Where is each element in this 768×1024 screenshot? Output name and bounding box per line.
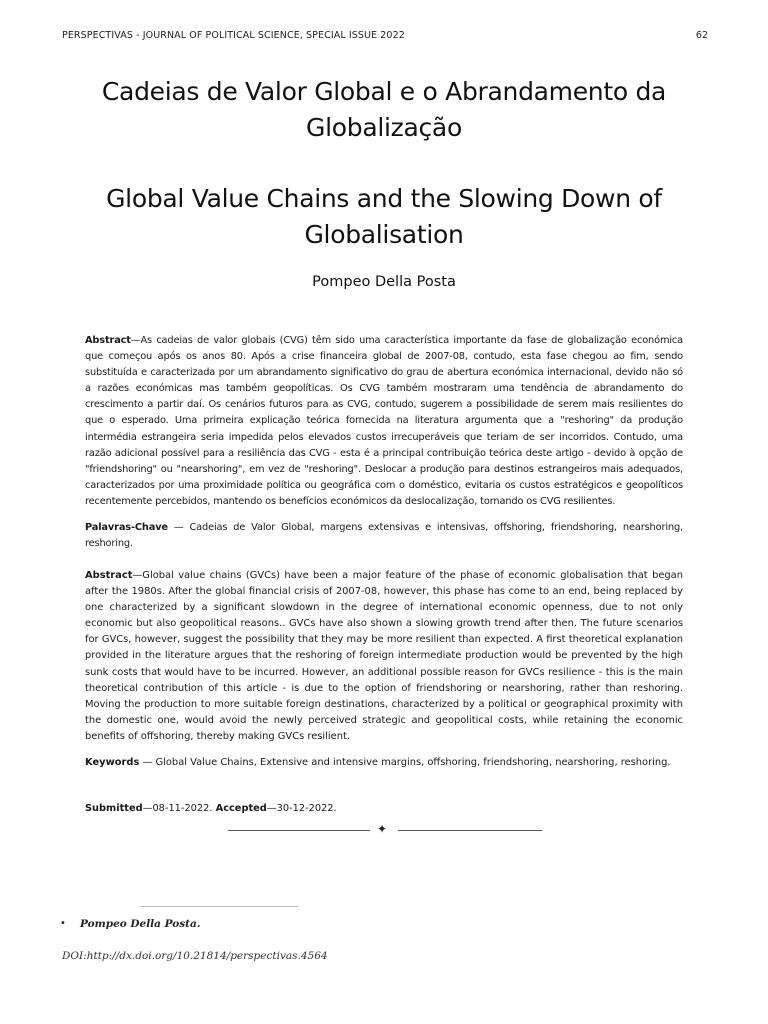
- accepted-label: Accepted: [215, 803, 267, 814]
- footnote-rule: [140, 906, 298, 907]
- divider-ornament-icon: ✦: [377, 822, 388, 836]
- keywords-english: [85, 755, 683, 771]
- keywords-pt-label: Palavras-Chave: [85, 522, 168, 533]
- submitted-label: Submitted: [85, 803, 143, 814]
- accepted-date: —30-12-2022.: [266, 803, 337, 814]
- abstract-english: [85, 568, 683, 745]
- author-name: Pompeo Della Posta: [312, 274, 456, 290]
- section-divider-left: [228, 830, 370, 831]
- page-number: 62: [695, 30, 708, 41]
- abstract-en-text: Global value chains (GVCs) have been a major feature of the phase of economic globalisation that began after the 1980s. After the global financial crisis of 2007-08, however, this phase has come to an end, being replaced by one characterized by a significant slowdown in the degree of international economic openness, due to not only economic but also geopolitical reasons.. GVCs have also shown a slowing growth trend after then. The future scenarios for GVCs, however, suggest the possibility that they may be more resilient than expected. A first theoretical explanation provided in the literature argues that the reshoring of foreign intermediate production would be prevented by the high sunk costs that would have to be incurred. However, an additional possible reason for GVCs resilience - this is the main theoretical contribution of this article - is due to the option of friendshoring or nearshoring, rather than reshoring. Moving the production to more suitable foreign destinations, characterized by a political or geographical proximity with the domestic one, would avoid the newly perceived strategic and geopolitical costs, while retaining the economic benefits of offshoring, thereby making GVCs resilient.: [85, 570, 683, 742]
- keywords-en-separator: —: [139, 757, 156, 768]
- keywords-en-label: Keywords: [85, 757, 140, 768]
- footnote-author: Pompeo Della Posta.: [80, 918, 201, 930]
- submission-dates: [85, 801, 683, 817]
- title-portuguese: Cadeias de Valor Global e o Abrandamento da Globalização: [101, 77, 667, 142]
- abstract-pt-separator: —: [130, 335, 141, 346]
- title-english: Global Value Chains and the Slowing Down of Globalisation: [106, 184, 662, 249]
- abstract-pt-text: As cadeias de valor globais (CVG) têm sido uma característica importante da fase de globalização económica que começou após os anos 80. Após a crise financeira global de 2007-08, contudo, esta fase chegou ao fim, sendo substituída e caracterizada por um abrandamento significativo do grau de abertura económica internacional, devido não só a razões económicas mas também geopolíticas. Os CVG também mostraram uma tendência de abrandamento do crescimento a partir daí. Os cenários futuros para as CVG, contudo, sugerem a possibilidade de serem mais resilientes do que o esperado. Uma primeira explicação teórica fornecida na literatura argumenta que a "reshoring" da produção intermédia estrangeira seria impedida pelos elevados custos irrecuperáveis que teriam de ser incorridos. Contudo, uma razão adicional possível para a resiliência das CVG - esta é a principal contribuição teórica deste artigo - devido à opção de "friendshoring" ou "nearshoring", em vez de "reshoring". Deslocar a produção para destinos estrangeiros mais adequados, caracterizados por uma proximidade política ou geográfica com o doméstico, evitaria os custos estratégicos e geopolíticos recentemente percebidos, mantendo os benefícios económicos da deslocalização, tornando os CVG resilientes.: [85, 335, 683, 507]
- abstract-en-label: Abstract: [85, 570, 133, 581]
- footnote-bullet: •: [60, 918, 66, 929]
- keywords-portuguese: [85, 520, 683, 552]
- submitted-date: —08-11-2022.: [142, 803, 216, 814]
- section-divider-right: [398, 830, 542, 831]
- keywords-en-text: Global Value Chains, Extensive and intensive margins, offshoring, friendshoring, nearshoring, reshoring.: [155, 757, 671, 768]
- doi-link[interactable]: DOI:http://dx.doi.org/10.21814/perspectivas.4564: [62, 950, 328, 962]
- keywords-pt-separator: —: [167, 522, 190, 533]
- keywords-pt-text: Cadeias de Valor Global, margens extensivas e intensivas, offshoring, friendshoring, nearshoring, reshoring.: [85, 522, 684, 550]
- abstract-pt-label: Abstract: [85, 335, 131, 346]
- abstract-en-separator: —: [132, 570, 143, 581]
- running-head: PERSPECTIVAS - JOURNAL OF POLITICAL SCIENCE, SPECIAL ISSUE 2022: [62, 30, 405, 41]
- abstract-portuguese: [85, 333, 683, 510]
